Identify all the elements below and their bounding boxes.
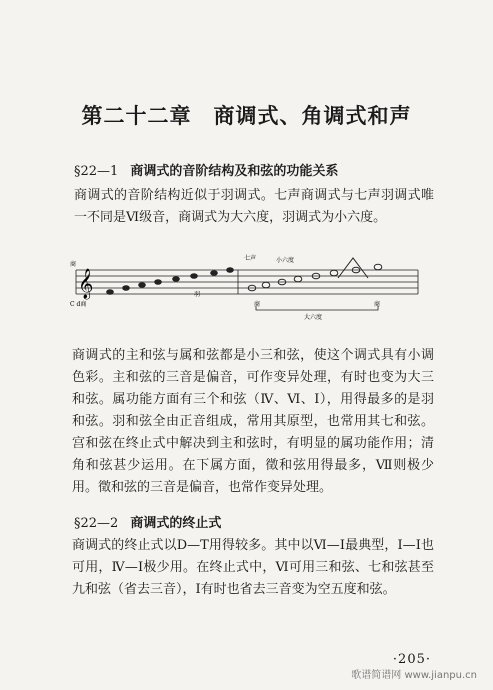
treble-clef-icon: 𝄞 (78, 269, 94, 299)
music-staff-example (68, 248, 438, 328)
notes-scale-2 (248, 264, 382, 291)
section-title: 商调式的音阶结构及和弦的功能关系 (130, 164, 339, 179)
watermark: 歌谱简谱网 www.jianpu.cn (351, 670, 477, 681)
staff-label-shang-left: 商 (70, 261, 77, 268)
section-heading-2 (74, 512, 221, 531)
interval-bracket (256, 306, 378, 310)
staff-label-shang-2: 商 (374, 301, 381, 308)
staff-label-yu: 羽 (194, 291, 201, 298)
staff-label-da-liu-du: 大六度 (304, 314, 323, 321)
section-number-2: §22—2 (74, 516, 119, 531)
staff-svg (68, 248, 438, 328)
staff-label-qisheng: 七声 (244, 255, 257, 262)
paragraph-chord-functions: 商调式的主和弦与属和弦都是小三和弦，使这个调式具有小调色彩。主和弦的三音是偏音，可作变异处理，有时也变为大三和弦。属功能方面有三个和弦（Ⅳ、Ⅵ、Ⅰ），用得最多的是羽和弦。羽和弦全由正音组成，常用其原型，也常用其七和弦。宫和弦在终止式中解决到主和弦时，有明显的属功能作用；清角和弦甚少运用。在下属方面，徵和弦用得最多，Ⅶ则极少用。徵和弦的三音是偏音，也常作变异处理。 (72, 348, 434, 495)
chapter-title: 第二十二章 商调式、角调式和声 (81, 103, 412, 128)
staff-label-c-d: C d商 (70, 301, 87, 308)
section-title-2: 商调式的终止式 (130, 516, 222, 531)
paragraph-cadences: 商调式的终止式以D—T用得较多。其中以Ⅵ—Ⅰ最典型，Ⅰ—Ⅰ也可用，Ⅳ—Ⅰ极少用。在终止式中，Ⅵ可用三和弦、七和弦甚至九和弦（省去三音），Ⅰ有时也省去三音变为空五度和弦。 (72, 538, 434, 597)
section-heading-1 (74, 160, 338, 179)
staff-label-xiao-liu-du: 小六度 (276, 257, 295, 264)
paragraph-scale-structure: 商调式的音阶结构近似于羽调式。七声商调式与七声羽调式唯一不同是Ⅵ级音，商调式为大六度，羽调式为小六度。 (74, 188, 434, 225)
page-number: ·205· (392, 652, 431, 667)
section-number: §22—1 (74, 164, 119, 179)
staff-label-shang: 商 (254, 301, 261, 308)
notes-scale-1 (106, 267, 234, 295)
